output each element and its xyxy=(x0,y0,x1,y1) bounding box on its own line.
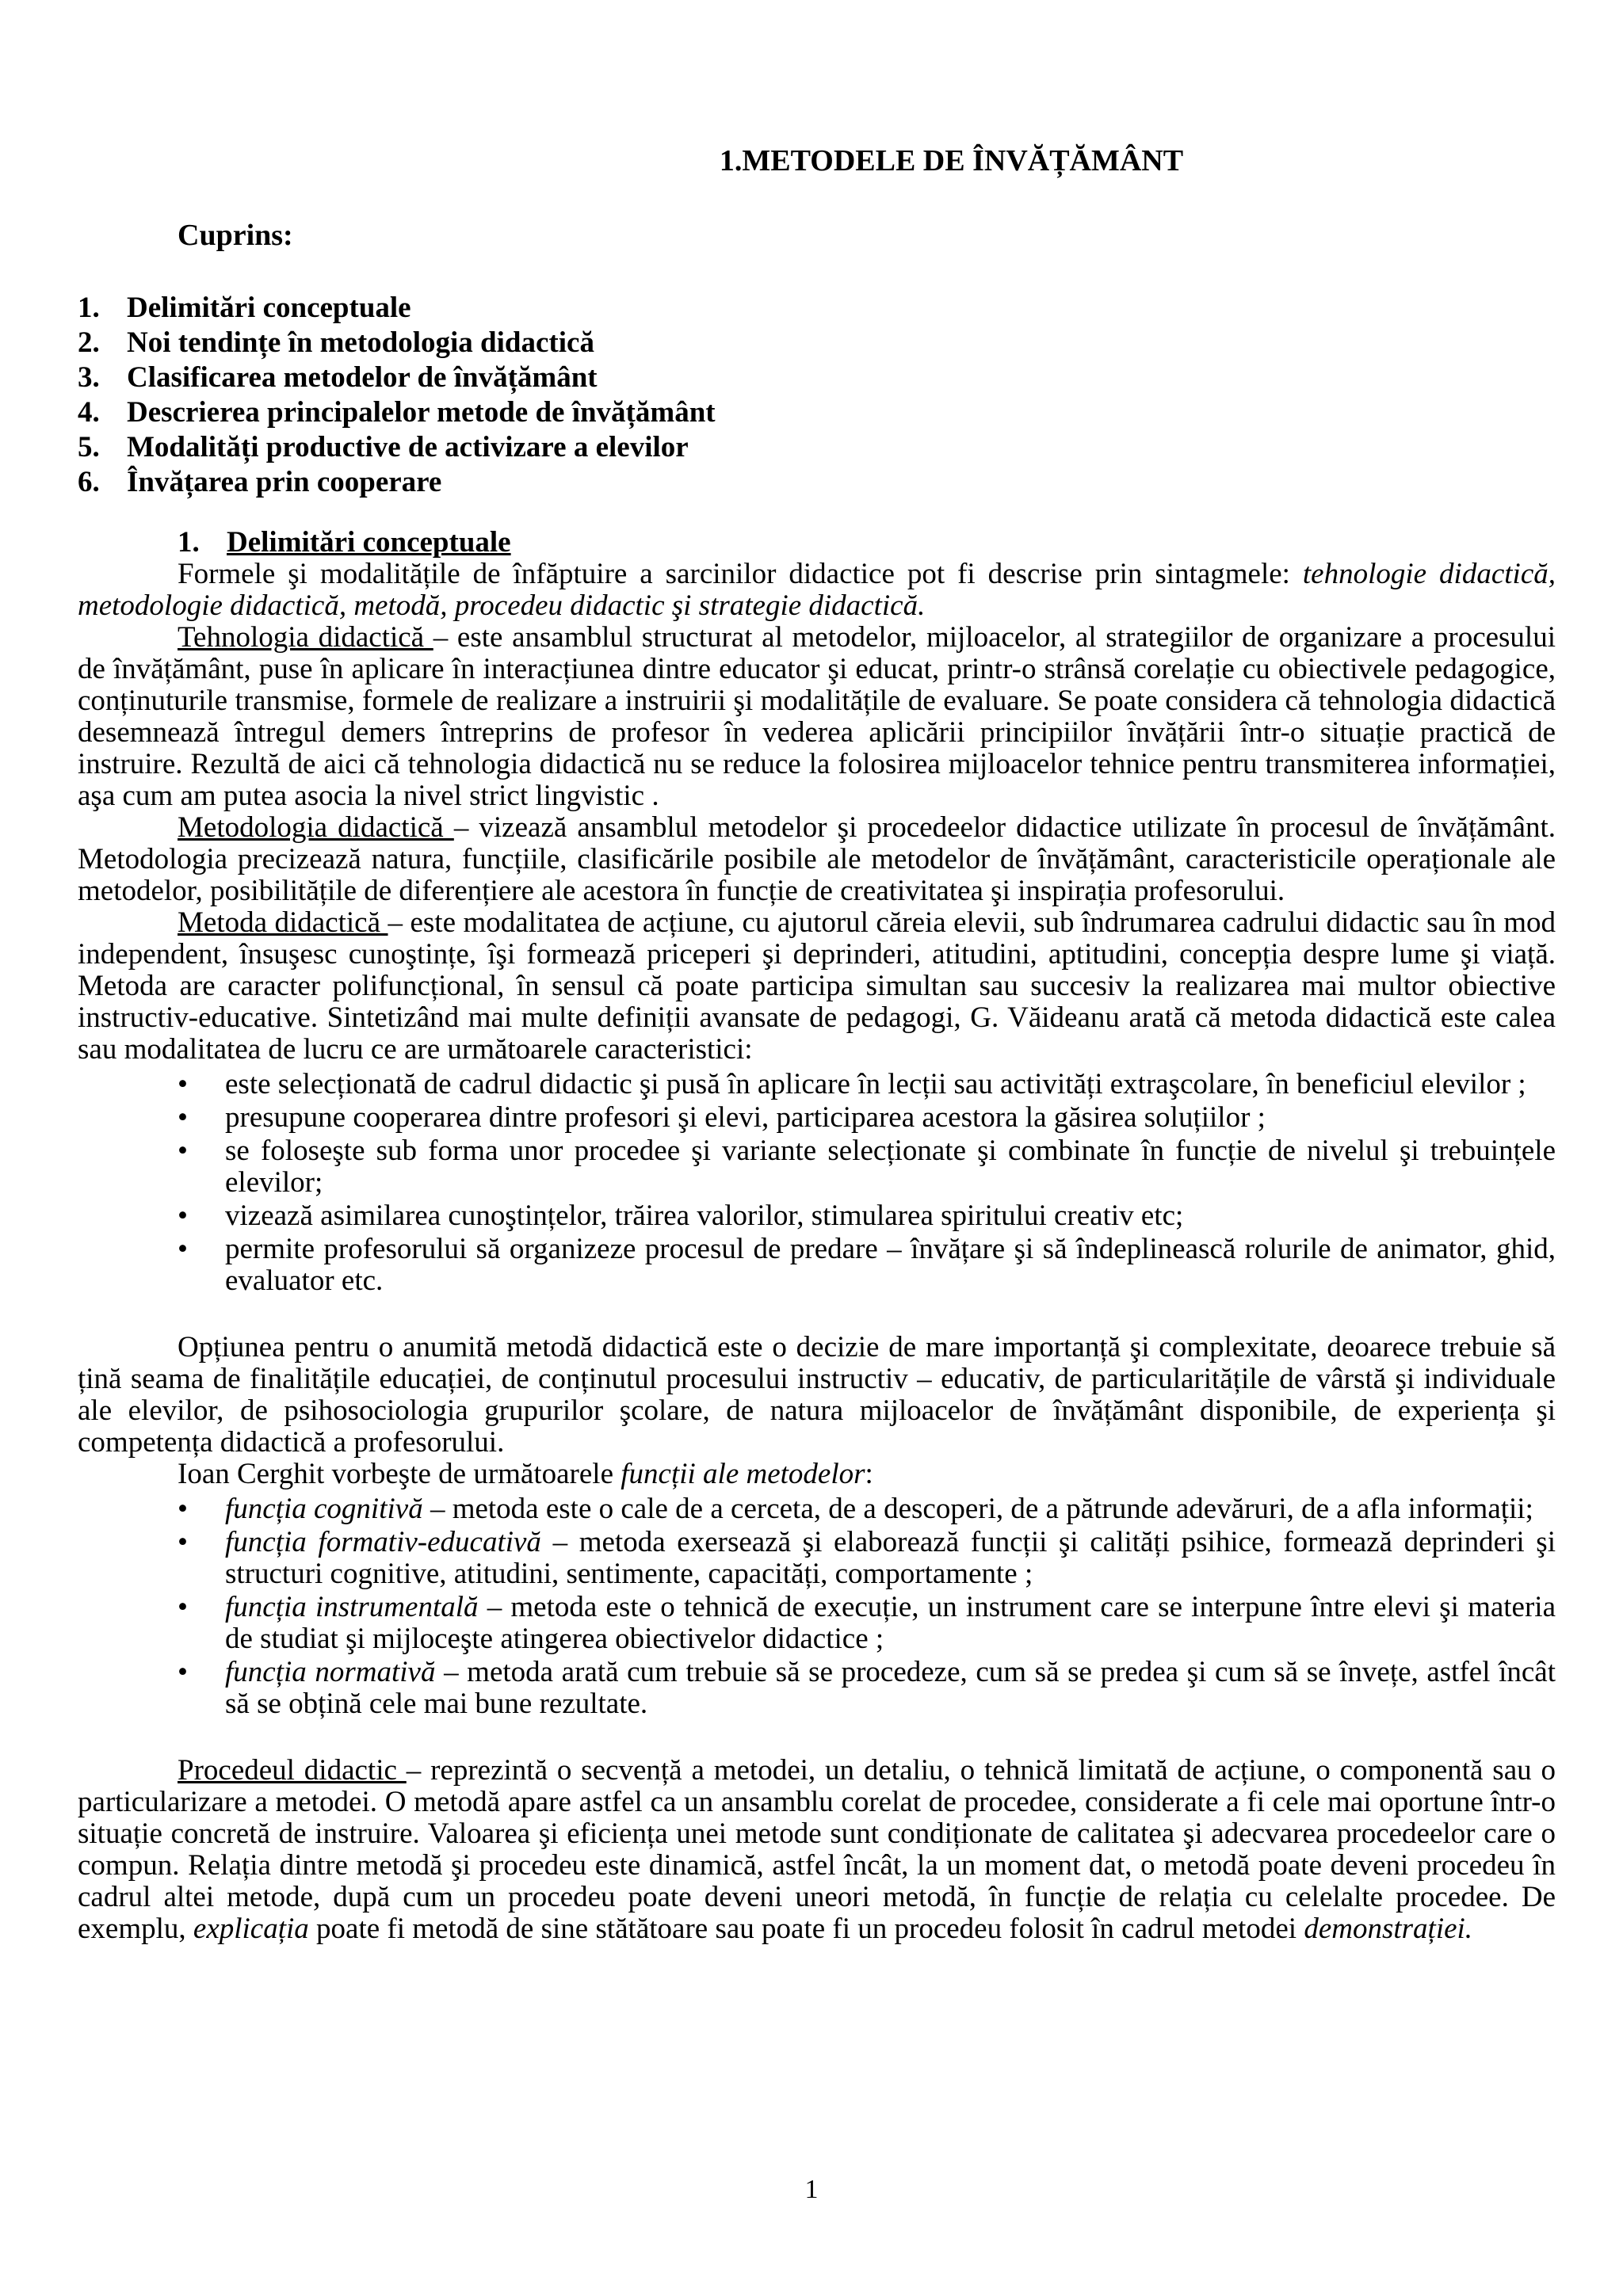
functie-text: – metoda exersează şi elaborează funcții şi calități psihice, formează deprinderi şi structuri cognitive, atitudini, sentimente, capacități, comportamente ; xyxy=(225,1526,1556,1590)
metodologia-text: – vizează ansamblul metodelor şi procedeelor didactice utilizate în procesul de învățământ. Metodologia precizează natura, funcțiile, clasificările posibile ale metodelor de învățământ, caracteristicile operaționale ale metodelor, posibilitățile de diferențiere ale acestora în funcție de creativitatea şi inspirația profesorului. xyxy=(78,811,1556,907)
toc-item-number: 4. xyxy=(78,396,100,429)
toc-item xyxy=(78,326,1556,360)
tehnologia-paragraph xyxy=(78,622,1556,812)
list-item xyxy=(78,1493,1556,1525)
toc-item-text: Noi tendințe în metodologia didactică xyxy=(127,326,594,359)
procedeu-text-mid: poate fi metodă de sine stătătoare sau poate fi un procedeu folosit în cadrul metodei xyxy=(308,1913,1304,1945)
procedeu-italic-explicatia: explicația xyxy=(193,1913,309,1945)
toc-item-number: 5. xyxy=(78,431,100,463)
toc-item-text: Delimitări conceptuale xyxy=(127,292,411,324)
toc-item xyxy=(78,430,1556,465)
optiunea-paragraph: Opțiunea pentru o anumită metodă didactică este o decizie de mare importanță şi complexitate, deoarece trebuie să țină seama de finalitățile educației, de conținutul procesului instructiv – educativ, de particularitățile de vârstă şi individuale ale elevilor, de psihosociologia grupurilor şcolare, de natura mijloacelor de învățământ disponibile, de experiența şi competența didactică a profesorului. xyxy=(78,1331,1556,1459)
toc-item-text: Clasificarea metodelor de învățământ xyxy=(127,361,598,394)
cerghit-paragraph xyxy=(78,1459,1556,1490)
intro-terms: tehnologie didactică, metodologie didactică, metodă, procedeu didactic şi strategie didactică. xyxy=(78,558,1556,622)
intro-text: Formele şi modalitățile de înfăptuire a sarcinilor didactice pot fi descrise prin sintagmele: xyxy=(178,558,1303,590)
spacer xyxy=(78,1300,1556,1332)
caracteristici-list xyxy=(78,1069,1556,1297)
metodologia-paragraph xyxy=(78,812,1556,907)
page-content xyxy=(78,145,1556,1945)
list-item: • presupune cooperarea dintre profesori şi elevi, participarea acestora la găsirea soluțiilor ; xyxy=(78,1102,1556,1134)
toc-item-text: Modalități productive de activizare a elevilor xyxy=(127,431,689,463)
list-item: • este selecționată de cadrul didactic şi pusă în aplicare în lecții sau activități extraşcolare, în beneficiul elevilor ; xyxy=(78,1069,1556,1100)
procedeu-text: – reprezintă o secvență a metodei, un detaliu, o tehnică limitată de acțiune, o componentă sau o particularizare a metodei. O metodă apare astfel ca un ansamblu corelat de procedee, considerate a fi cele mai oportune într-o situație concretă de instruire. Valoarea şi eficiența unei metode sunt condiționate de calitatea şi adecvarea procedeelor care o compun. Relația dintre metodă şi procedeu este dinamică, astfel încât, la un moment dat, o metodă poate deveni procedeu în cadrul altei metode, după cum un procedeu poate deveni uneori metodă, în funcție de relația cu celelalte procedee. De exemplu, xyxy=(78,1754,1556,1945)
list-item xyxy=(78,1592,1556,1655)
functie-text: – metoda este o cale de a cerceta, de a descoperi, de a pătrunde adevăruri, de a afla informații; xyxy=(422,1493,1533,1525)
cerghit-end: : xyxy=(865,1458,873,1490)
functie-term: funcția instrumentală xyxy=(225,1591,479,1623)
functii-list xyxy=(78,1493,1556,1720)
list-item xyxy=(78,1527,1556,1590)
toc-item-number: 2. xyxy=(78,326,100,359)
spacer xyxy=(78,1723,1556,1755)
toc-item-text: Descrierea principalelor metode de învățământ xyxy=(127,396,716,429)
page-number: 1 xyxy=(804,2175,819,2204)
metodologia-term: Metodologia didactică xyxy=(178,811,454,844)
tehnologia-term: Tehnologia didactică xyxy=(178,621,433,654)
toc-item xyxy=(78,291,1556,326)
procedeu-term: Procedeul didactic xyxy=(178,1754,407,1787)
table-of-contents xyxy=(78,291,1556,500)
toc-item-number: 3. xyxy=(78,361,100,394)
list-item xyxy=(78,1657,1556,1720)
functie-term: funcția formativ-educativă xyxy=(225,1526,541,1558)
list-item: • vizează asimilarea cunoştințelor, trăirea valorilor, stimularea spiritului creativ etc; xyxy=(78,1200,1556,1232)
toc-item-number: 1. xyxy=(78,292,100,324)
list-item: • se foloseşte sub forma unor procedee şi variante selecționate şi combinate în funcție de nivelul şi trebuințele elevilor; xyxy=(78,1135,1556,1199)
functie-text: – metoda este o tehnică de execuție, un instrument care se interpune între elevi şi materia de studiat şi mijloceşte atingerea obiectivelor didactice ; xyxy=(225,1591,1556,1655)
toc-item xyxy=(78,395,1556,430)
functie-term: funcția cognitivă xyxy=(225,1493,423,1525)
cerghit-term: funcții ale metodelor xyxy=(621,1458,865,1490)
metoda-text: – este modalitatea de acțiune, cu ajutorul căreia elevii, sub îndrumarea cadrului didactic sau în mod independent, însuşesc cunoştințe, îşi formează priceperi şi deprinderi, atitudini, aptitudini, concepția despre lume şi viață. Metoda are caracter polifuncțional, în sensul că poate participa simultan sau succesiv la realizarea mai multor obiective instructiv-educative. Sintetizând mai multe definiții avansate de pedagogi, G. Văideanu arată că metoda didactică este calea sau modalitatea de lucru ce are următoarele caracteristici: xyxy=(78,906,1556,1066)
functie-text: – metoda arată cum trebuie să se procedeze, cum să se predea şi cum să se învețe, astfel încât să se obțină cele mai bune rezultate. xyxy=(225,1656,1556,1720)
page-title: 1.METODELE DE ÎNVĂȚĂMÂNT xyxy=(719,144,1184,177)
toc-item xyxy=(78,465,1556,500)
contents-label: Cuprins: xyxy=(178,219,293,252)
section-number: 1. xyxy=(178,526,200,559)
metoda-term: Metoda didactică xyxy=(178,906,388,939)
section-title: Delimitări conceptuale xyxy=(227,526,511,559)
list-item: • permite profesorului să organizeze procesul de predare – învățare şi să îndeplinească rolurile de animator, ghid, evaluator etc. xyxy=(78,1234,1556,1297)
procedeu-italic-demonstratiei: demonstrației. xyxy=(1304,1913,1473,1945)
tehnologia-text: – este ansamblul structurat al metodelor, mijloacelor, al strategiilor de organizare a procesului de învățământ, puse în aplicare în interacțiunea dintre educator şi educat, printr-o strânsă corelație cu obiectivele pedagogice, conținuturile transmise, formele de realizare a instruirii şi modalitățile de evaluare. Se poate considera că tehnologia didactică desemnează întregul demers întreprins de profesor în vederea aplicării principiilor învățării într-o situație practică de instruire. Rezultă de aici că tehnologia didactică nu se reduce la folosirea mijloacelor tehnice pentru transmiterea informației, aşa cum am putea asocia la nivel strict lingvistic . xyxy=(78,621,1556,812)
toc-item-text: Învățarea prin cooperare xyxy=(127,466,442,498)
intro-paragraph xyxy=(78,559,1556,622)
metoda-paragraph xyxy=(78,907,1556,1066)
cerghit-text: Ioan Cerghit vorbeşte de următoarele xyxy=(178,1458,621,1490)
section-heading xyxy=(178,527,1556,559)
toc-item-number: 6. xyxy=(78,466,100,498)
procedeu-paragraph xyxy=(78,1755,1556,1945)
functie-term: funcția normativă xyxy=(225,1656,436,1688)
toc-item xyxy=(78,360,1556,395)
